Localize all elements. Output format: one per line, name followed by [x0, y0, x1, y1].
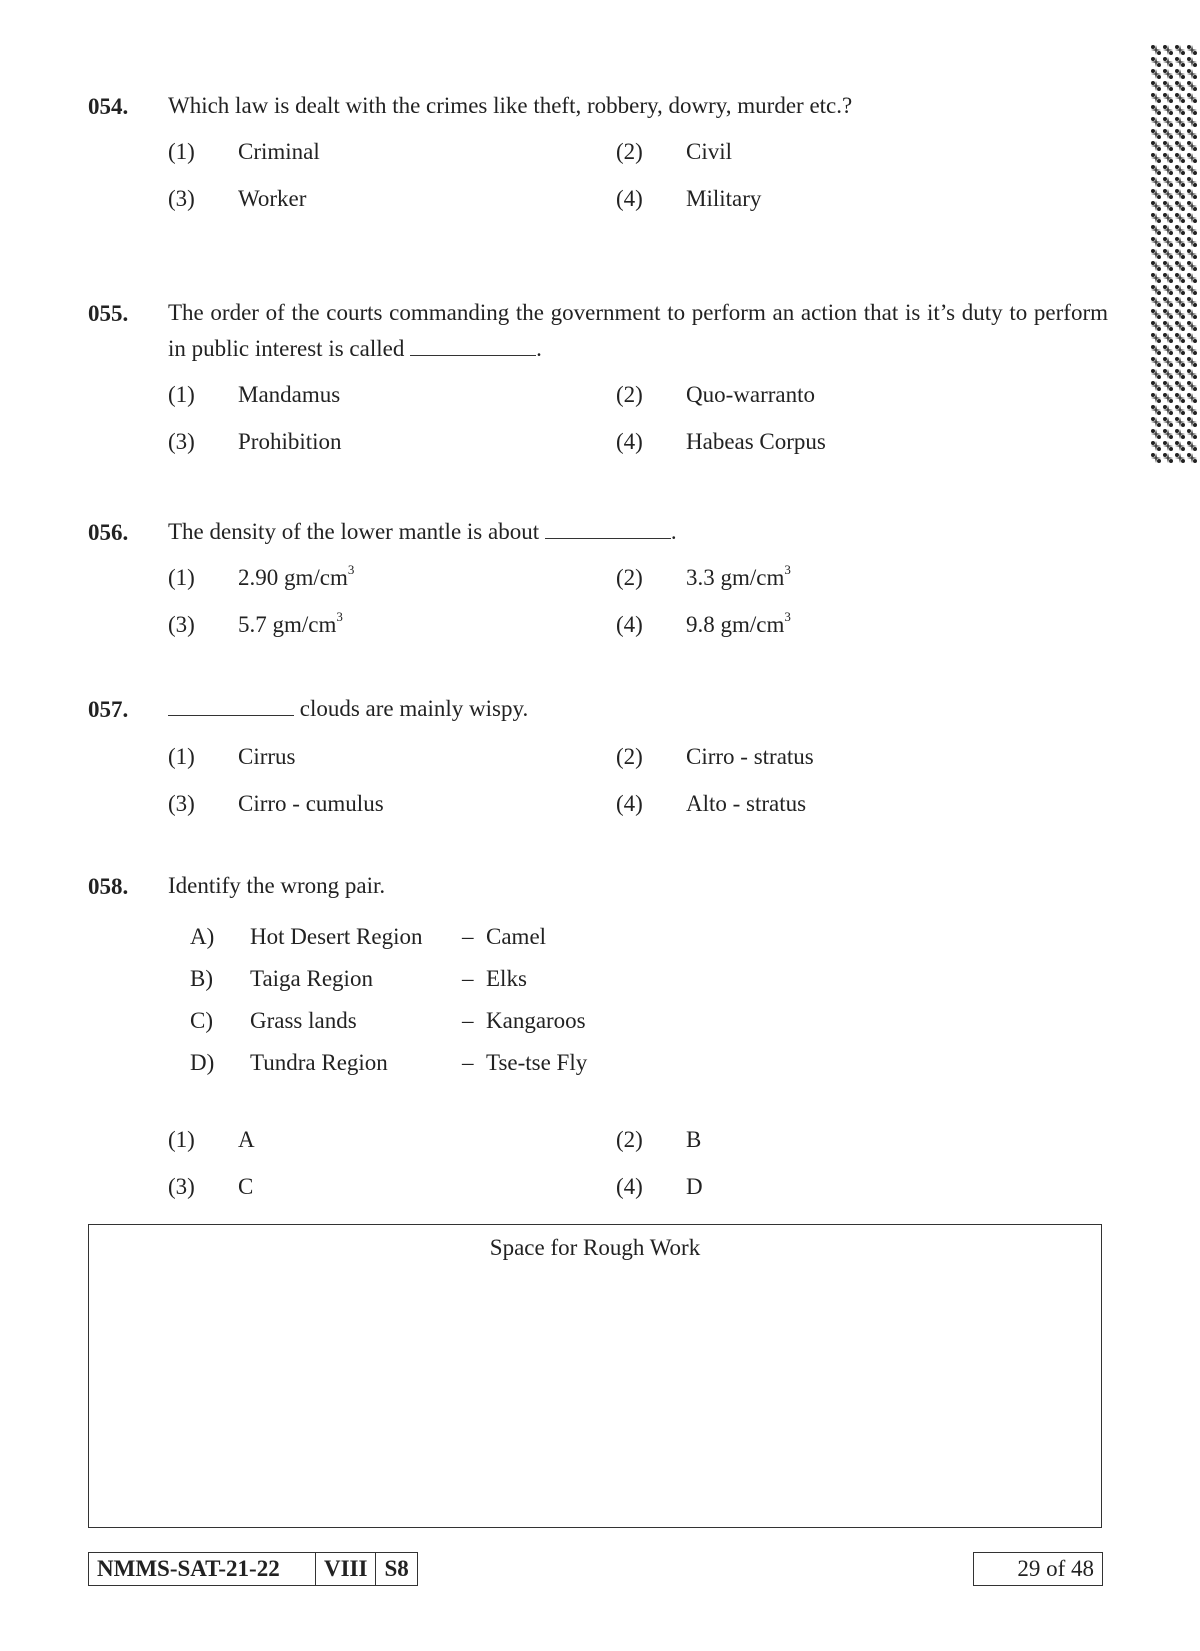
- answer-blank: [545, 518, 671, 539]
- set-code: S8: [384, 1556, 409, 1581]
- rough-work-box[interactable]: [88, 1224, 1102, 1528]
- question-number: 055.: [88, 301, 129, 326]
- question-number: 057.: [88, 697, 129, 722]
- question-number: 054.: [88, 94, 129, 119]
- answer-blank: [168, 695, 294, 716]
- question-number: 056.: [88, 520, 129, 545]
- answer-blank: [410, 335, 536, 356]
- class-code: VIII: [316, 1553, 376, 1585]
- question-text: The order of the courts commanding the government to perform an action that is it’s duty to perform in public interest is called .: [168, 300, 1108, 361]
- question-text: Identify the wrong pair.: [168, 873, 386, 898]
- rough-work-title: Space for Rough Work: [489, 1235, 701, 1260]
- exam-code-box: [88, 1552, 418, 1586]
- page-number: 29 of 48: [973, 1552, 1103, 1586]
- question-number: 058.: [88, 874, 129, 899]
- question-text: Which law is dealt with the crimes like theft, robbery, dowry, murder etc.?: [168, 93, 853, 118]
- decorative-border-pattern: [1150, 44, 1198, 464]
- question-text: The density of the lower mantle is about .: [168, 519, 677, 544]
- question-text: clouds are mainly wispy.: [168, 691, 1108, 727]
- exam-code: NMMS-SAT-21-22: [89, 1553, 316, 1585]
